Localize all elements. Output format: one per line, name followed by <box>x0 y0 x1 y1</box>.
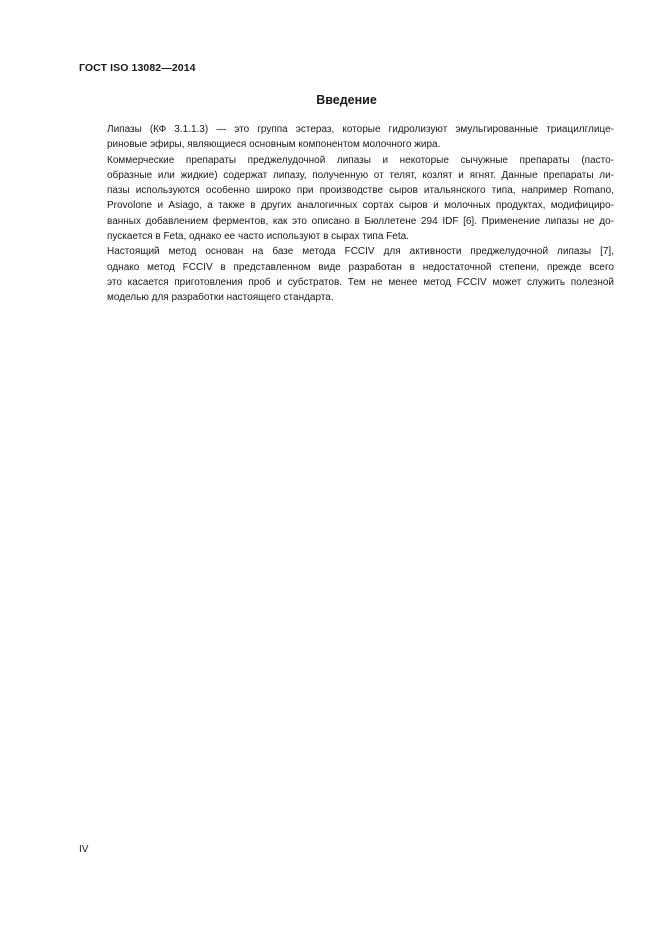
paragraph-1 <box>79 122 614 153</box>
page-number: IV <box>79 844 89 855</box>
paragraph-line: это касается приготовления проб и субстратов. Тем не менее метод FCCIV может служить полезной <box>107 276 614 288</box>
paragraph-line: Коммерческие препараты преджелудочной липазы и некоторые сычужные препараты (пасто- <box>107 154 614 166</box>
paragraph-line: пазы используются особенно широко при производстве сыров итальянского типа, например Romano, <box>107 185 614 197</box>
paragraph-2 <box>79 153 614 245</box>
paragraph-line: ванных добавлением ферментов, как это описано в Бюллетене 294 IDF [6]. Применение липазы не до- <box>107 215 614 227</box>
paragraph-line: пускается в Feta, однако ее часто используют в сырах типа Feta. <box>107 231 409 243</box>
standard-code-header: ГОСТ ISO 13082—2014 <box>79 62 196 74</box>
paragraph-line: Липазы (КФ 3.1.1.3) — это группа эстераз, которые гидролизуют эмульгированные триацилглице- <box>107 124 614 135</box>
paragraph-line: риновые эфиры, являющиеся основным компонентом молочного жира. <box>107 139 441 151</box>
paragraph-3 <box>79 244 614 305</box>
paragraph-line: моделью для разработки настоящего стандарта. <box>107 292 334 304</box>
paragraph-line: образные или жидкие) содержат липазу, полученную от телят, козлят и ягнят. Данные препараты ли- <box>107 169 614 181</box>
introduction-body <box>79 122 614 306</box>
section-title: Введение <box>316 93 377 107</box>
paragraph-line: однако метод FCCIV в представленном виде разработан в недостаточной степени, прежде всего <box>107 261 614 273</box>
paragraph-line: Provolone и Asiago, а также в других аналогичных сортах сыров и молочных продуктах, модифициро- <box>107 200 614 212</box>
paragraph-line: Настоящий метод основан на базе метода FCCIV для активности преджелудочной липазы [7], <box>107 246 614 258</box>
